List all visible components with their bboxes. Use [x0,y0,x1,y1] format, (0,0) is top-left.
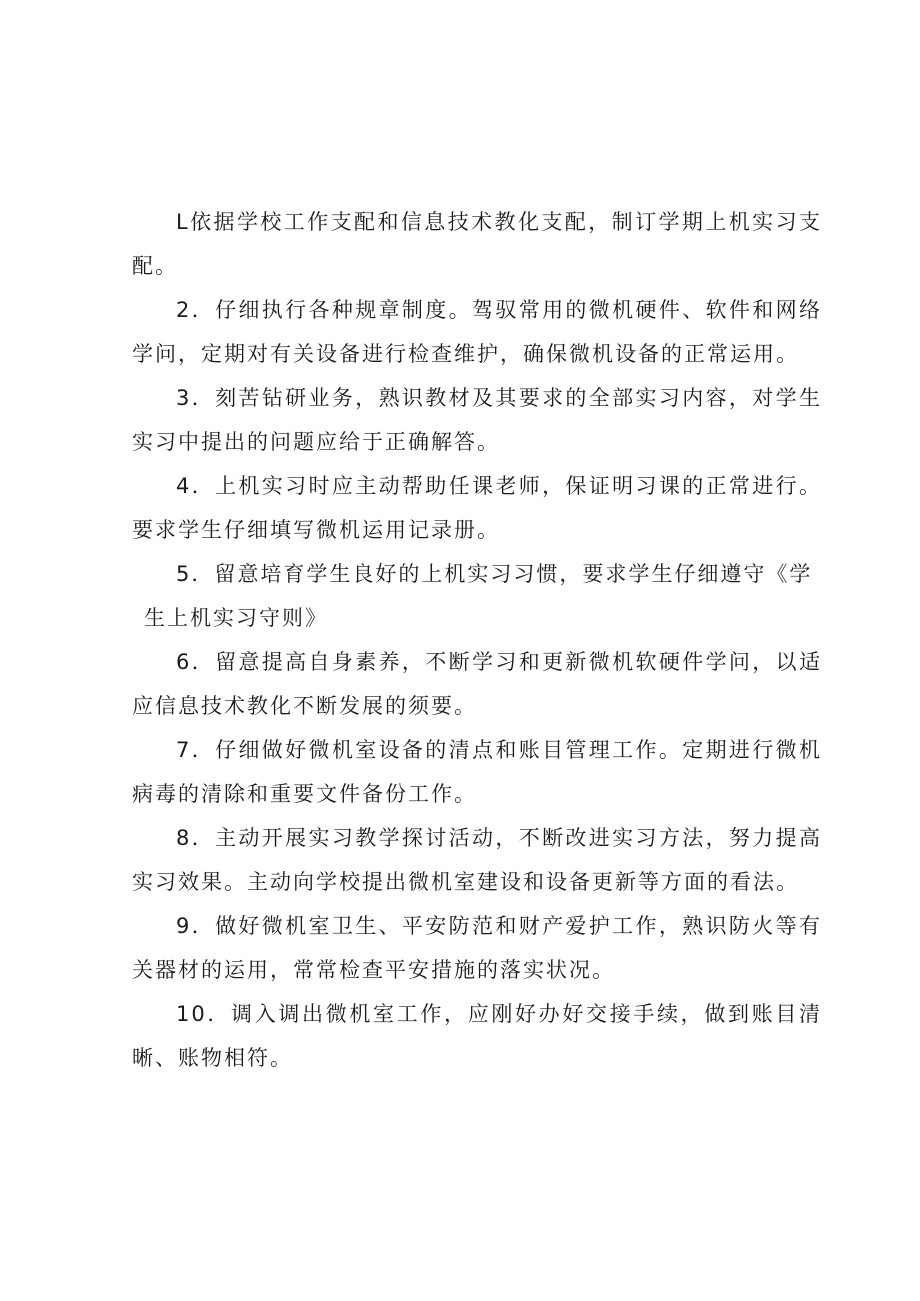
paragraph-7: 7．仔细做好微机室设备的清点和账目管理工作。定期进行微机病毒的清除和重要文件备份工作。 [132,738,822,806]
paragraph-5 [132,552,822,640]
paragraph-6: 6．留意提高自身素养，不断学习和更新微机软硬件学问，以适应信息技术教化不断发展的须要。 [132,650,822,718]
paragraph-5-line-2: 生上机实习守则》 [144,606,328,630]
paragraph-9: 9．做好微机室卫生、平安防范和财产爱护工作，熟识防火等有关器材的运用，常常检查平安措施的落实状况。 [132,914,822,982]
paragraph-2: 2．仔细执行各种规章制度。驾驭常用的微机硬件、软件和网络学问，定期对有关设备进行检查维护，确保微机设备的正常运用。 [132,298,822,366]
paragraph-8: 8．主动开展实习教学探讨活动，不断改进实习方法，努力提高实习效果。主动向学校提出微机室建设和设备更新等方面的看法。 [132,826,822,894]
paragraph-1: L依据学校工作支配和信息技术教化支配，制订学期上机实习支配。 [132,210,822,278]
paragraph-3: 3．刻苦钻研业务，熟识教材及其要求的全部实习内容，对学生实习中提出的问题应给于正确解答。 [132,386,822,454]
document-body [132,200,822,1080]
paragraph-5-line-1: 5．留意培育学生良好的上机实习习惯，要求学生仔细遵守《学 [176,562,813,586]
paragraph-4: 4．上机实习时应主动帮助任课老师，保证明习课的正常进行。要求学生仔细填写微机运用记录册。 [132,474,822,542]
paragraph-10: 10．调入调出微机室工作，应刚好办好交接手续，做到账目清晰、账物相符。 [132,1002,822,1070]
